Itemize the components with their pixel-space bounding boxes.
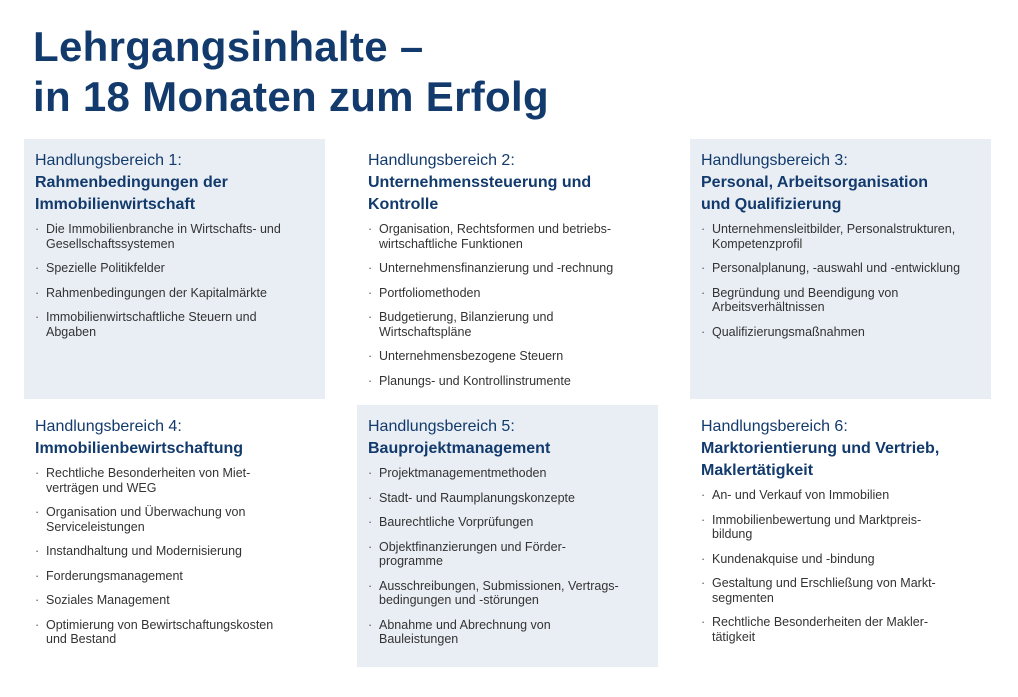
topic-list-item [368,579,648,608]
topic-text: · Unternehmensfinanzierung und -rechnung [379,261,614,275]
topic-list-item [35,261,315,276]
topic-text: · Instandhaltung und Modernisierung [46,544,242,558]
area-title-line-2: Kontrolle [368,196,439,213]
topic-list-item [701,222,981,251]
topic-text-continued: Bauleistungen [379,632,459,646]
topic-list-item [368,491,648,506]
topic-list-item [368,466,648,481]
page-title-line-1: Lehrgangsinhalte – [33,23,424,70]
topic-text: · Immobilienwirtschaftliche Steuern und [46,310,257,324]
area-box-1 [24,139,325,399]
topic-list-item [368,349,648,364]
area-box-5 [357,405,658,667]
topic-list-item [368,310,648,339]
topic-list-item [368,618,648,647]
topic-text: · Unternehmensbezogene Steuern [379,349,564,363]
area-label: Handlungsbereich 5: [368,418,515,435]
topic-text-continued: Wirtschaftspläne [379,324,472,339]
topic-text-continued: segmenten [712,590,774,605]
topic-list-item [35,222,315,251]
topic-text: · Soziales Management [46,593,170,607]
area-title: Bauprojektmanagement [368,440,551,457]
topic-list-item [701,576,981,605]
area-title-line-2: und Qualifizierung [701,196,842,213]
topic-text: · Budgetierung, Bilanzierung und [379,310,554,324]
topic-text: · Organisation, Rechtsformen und betriebs- [379,222,612,236]
topic-text: · Rechtliche Besonderheiten von Miet- [46,466,251,480]
topic-text: · Projektmanagementmethoden [379,466,547,480]
area-box-4 [24,405,325,667]
area-box-3 [690,139,991,399]
topic-text-continued: tätigkeit [712,629,756,644]
topic-text: · Organisation und Überwachung von [46,505,246,519]
topic-text-continued: programme [379,554,443,568]
topic-text: · Gestaltung und Erschließung von Markt- [712,576,936,590]
topic-text-continued: verträgen und WEG [46,480,157,495]
area-label: Handlungsbereich 1: [35,152,182,169]
topic-list-item [35,310,315,339]
topic-text: · Stadt- und Raumplanungskonzepte [379,490,575,505]
topic-text-continued: bedingungen und -störungen [379,593,539,607]
topic-text: · An- und Verkauf von Immobilien [712,488,890,502]
topic-text-continued: und Bestand [46,632,117,646]
topic-text-continued: wirtschaftliche Funktionen [379,236,523,251]
topic-list-item [368,222,648,251]
topic-list-item [701,325,981,340]
area-label: Handlungsbereich 4: [35,418,182,435]
topic-text-continued: Arbeitsverhältnissen [712,300,825,314]
topic-list-item [368,286,648,301]
topic-list-item [35,544,315,559]
topic-text: · Forderungsmanagement [46,568,183,583]
area-6-topic-list [701,488,981,644]
area-label: Handlungsbereich 3: [701,152,848,169]
topic-text: · Unternehmensleitbilder, Personalstrukturen, [712,222,956,236]
topic-list-item [701,513,981,542]
area-label: Handlungsbereich 6: [701,418,848,435]
topic-list-item [35,618,315,647]
topic-text-continued: bildung [712,527,753,541]
area-4-topic-list [35,466,315,647]
topic-list-item [701,615,981,644]
topic-text: · Rahmenbedingungen der Kapitalmärkte [46,285,267,300]
area-5-topic-list [368,466,648,647]
topic-list-item [35,593,315,608]
topic-list-item [35,466,315,495]
topic-list-item [35,505,315,534]
area-title: Personal, Arbeitsorganisation [701,174,929,191]
topic-list-item [368,540,648,569]
topic-list-item [35,286,315,301]
page-title [33,22,549,122]
topic-text: · Baurechtliche Vorprüfungen [379,515,534,529]
area-title: Rahmenbedingungen der [35,174,228,191]
topic-text: · Rechtliche Besonderheiten der Makler- [712,615,929,629]
topic-text: · Personalplanung, -auswahl und -entwicklung [712,261,961,275]
area-box-2 [357,139,658,399]
area-3-topic-list [701,222,981,339]
topic-text: · Immobilienbewertung und Marktpreis- [712,512,922,527]
topic-text: · Ausschreibungen, Submissionen, Vertrags- [379,578,619,593]
area-title-line-2: Immobilienwirtschaft [35,196,196,213]
topic-list-item [701,488,981,503]
topic-text: · Die Immobilienbranche in Wirtschafts- und [46,222,281,236]
topic-text: · Objektfinanzierungen und Förder- [379,539,566,554]
area-2-topic-list [368,222,648,388]
topic-text-continued: Serviceleistungen [46,519,145,534]
topic-list-item [701,286,981,315]
topic-text-continued: Gesellschaftssystemen [46,236,175,251]
topic-text: · Qualifizierungsmaßnahmen [712,324,865,339]
area-title: Marktorientierung und Vertrieb, [701,440,940,457]
area-box-6 [690,405,991,667]
topic-text: · Planungs- und Kontrollinstrumente [379,373,571,388]
topic-text-continued: Abgaben [46,324,97,339]
topic-text-continued: Kompetenzprofil [712,236,803,251]
topic-list-item [368,515,648,530]
topic-text: · Portfoliomethoden [379,285,481,300]
area-1-topic-list [35,222,315,339]
area-title: Unternehmenssteuerung und [368,174,592,191]
area-label: Handlungsbereich 2: [368,152,515,169]
topic-list-item [701,261,981,276]
area-title-line-2: Maklertätigkeit [701,462,814,479]
topic-list-item [701,552,981,567]
topic-list-item [368,261,648,276]
topic-list-item [35,569,315,584]
topic-text: · Optimierung von Bewirtschaftungskosten [46,617,274,632]
topic-text: · Spezielle Politikfelder [46,261,165,275]
topic-text: · Kundenakquise und -bindung [712,551,875,566]
topic-text: · Abnahme und Abrechnung von [379,617,551,632]
area-title: Immobilienbewirtschaftung [35,440,244,457]
page-title-line-2: in 18 Monaten zum Erfolg [33,73,549,120]
topic-text: · Begründung und Beendigung von [712,285,899,300]
topic-list-item [368,374,648,389]
